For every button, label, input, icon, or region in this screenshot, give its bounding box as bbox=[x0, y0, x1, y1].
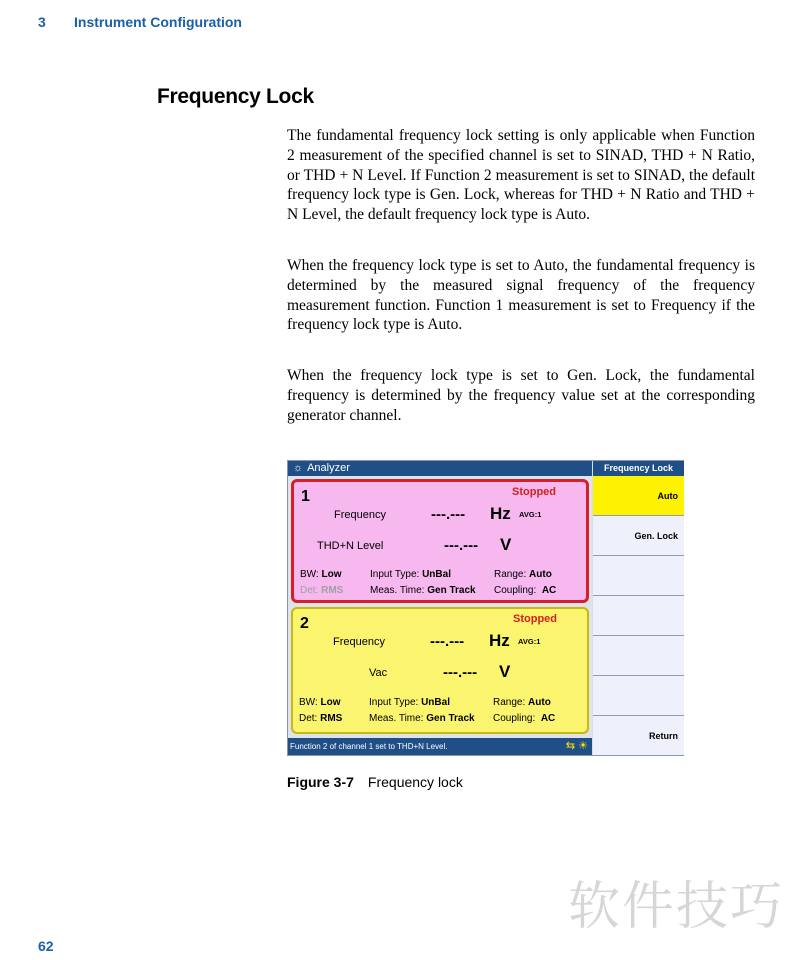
function-1-unit: Hz bbox=[489, 631, 510, 650]
status-message: Function 2 of channel 1 set to THD+N Level. bbox=[290, 742, 448, 751]
softkey-auto[interactable]: Auto bbox=[593, 476, 684, 516]
coupling-setting: Coupling: AC bbox=[493, 713, 556, 724]
channel-2-panel[interactable] bbox=[291, 607, 589, 734]
average-count: AVG:1 bbox=[518, 637, 541, 646]
function-1-label: Frequency bbox=[334, 509, 386, 521]
analyzer-screenshot bbox=[287, 460, 684, 756]
body-paragraph-3: When the frequency lock type is set to Gen. Lock, the fundamental frequency is determined by the frequency value set at the corresponding generator channel. bbox=[287, 367, 755, 424]
meas-time-setting: Meas. Time: Gen Track bbox=[369, 713, 475, 724]
softkey-gen-lock[interactable]: Gen. Lock bbox=[593, 516, 684, 556]
figure-title: Frequency lock bbox=[367, 774, 463, 790]
screen-title: Analyzer bbox=[307, 462, 350, 474]
function-2-label: Vac bbox=[369, 667, 388, 679]
function-2-unit: V bbox=[500, 535, 512, 554]
screen-title-bar bbox=[288, 461, 592, 476]
channel-status: Stopped bbox=[513, 613, 557, 625]
chapter-header bbox=[38, 14, 242, 30]
softkey-panel bbox=[593, 476, 684, 755]
bandwidth-setting: BW: Low bbox=[300, 569, 342, 580]
channel-display bbox=[288, 476, 592, 738]
softkey-menu-title: Frequency Lock bbox=[593, 461, 684, 476]
softkey-blank-6[interactable] bbox=[593, 676, 684, 716]
page-number: 62 bbox=[38, 938, 54, 954]
analyzer-icon: ☼ bbox=[293, 462, 304, 474]
chapter-number: 3 bbox=[38, 14, 46, 30]
figure-caption bbox=[287, 774, 463, 790]
watermark: 软件技巧 bbox=[568, 877, 785, 937]
meas-time-setting: Meas. Time: Gen Track bbox=[370, 585, 476, 596]
body-paragraph-2: When the frequency lock type is set to Auto, the fundamental frequency is determined by the measured signal frequency of the frequency measurement function. Function 1 measurement is set to Frequency if the frequency lock type is Auto. bbox=[287, 257, 755, 334]
function-1-value: ---.--- bbox=[430, 633, 465, 650]
detector-setting: Det: RMS bbox=[300, 585, 344, 596]
bandwidth-setting: BW: Low bbox=[299, 697, 341, 708]
figure-label: Figure 3-7 bbox=[287, 774, 354, 790]
function-2-label: THD+N Level bbox=[317, 540, 384, 552]
function-2-unit: V bbox=[499, 662, 511, 681]
function-1-value: ---.--- bbox=[431, 506, 466, 523]
section-title: Frequency Lock bbox=[157, 85, 314, 108]
average-count: AVG:1 bbox=[519, 510, 542, 519]
coupling-setting: Coupling: AC bbox=[494, 585, 557, 596]
function-1-label: Frequency bbox=[333, 636, 385, 648]
input-type-setting: Input Type: UnBal bbox=[370, 569, 451, 580]
range-setting: Range: Auto bbox=[493, 697, 551, 708]
channel-number: 2 bbox=[300, 615, 309, 632]
usb-power-icon: ⇆ ☀ bbox=[565, 740, 588, 752]
screen-status-bar bbox=[288, 738, 592, 755]
softkey-blank-4[interactable] bbox=[593, 596, 684, 636]
input-type-setting: Input Type: UnBal bbox=[369, 697, 450, 708]
function-2-value: ---.--- bbox=[443, 664, 478, 681]
channel-status: Stopped bbox=[512, 486, 556, 498]
channel-number: 1 bbox=[301, 488, 310, 505]
softkey-return[interactable]: Return bbox=[593, 716, 684, 755]
softkey-blank-3[interactable] bbox=[593, 556, 684, 596]
softkey-blank-5[interactable] bbox=[593, 636, 684, 676]
function-1-unit: Hz bbox=[490, 504, 511, 523]
range-setting: Range: Auto bbox=[494, 569, 552, 580]
function-2-value: ---.--- bbox=[444, 537, 479, 554]
channel-1-panel[interactable] bbox=[291, 479, 589, 603]
detector-setting: Det: RMS bbox=[299, 713, 343, 724]
chapter-title: Instrument Configuration bbox=[74, 14, 242, 30]
body-paragraph-1: The fundamental frequency lock setting is only applicable when Function 2 measurement of the specified channel is set to SINAD, THD + N Ratio, or THD + N Level. If Function 2 measurement is set to SINAD, the default frequency lock type is Gen. Lock, whereas for THD + N Ratio and THD + N Level, the default frequency lock type is Auto. bbox=[287, 127, 755, 224]
